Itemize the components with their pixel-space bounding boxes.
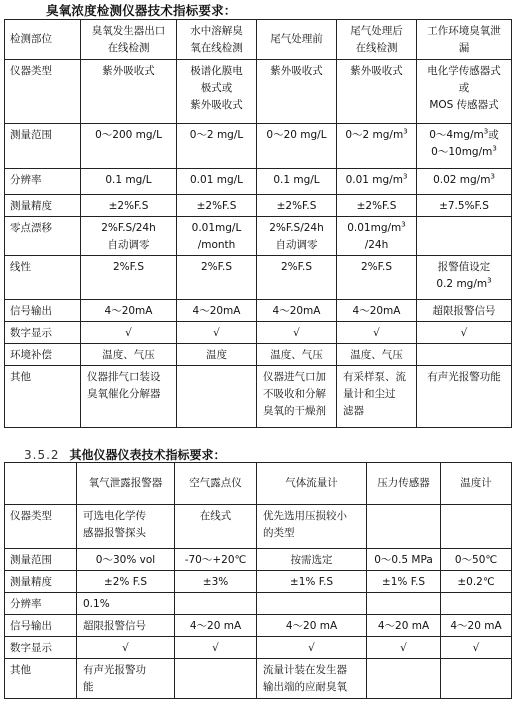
table-cell: 4～20 mA [175,615,257,637]
table-cell: 温度、气压 [337,344,417,366]
table-row [5,300,512,322]
table-cell: 0.02 $mg/m^3$ [417,169,512,195]
table-row [5,322,512,344]
table-cell: 0.01 $mg/m^3$ [337,169,417,195]
table-row [5,549,512,571]
row-label: 测量精度 [5,195,81,217]
table-row [5,571,512,593]
column-header: 检测部位 [5,20,81,60]
row-label: 其他 [5,659,77,699]
header-row [5,20,512,60]
column-header: 空气露点仪 [175,463,257,505]
table-cell: ±7.5%F.S [417,195,512,217]
row-label: 零点漂移 [5,217,81,256]
table-cell: ±2%F.S [337,195,417,217]
table-cell: √ [367,637,441,659]
table-cell: ±3% [175,571,257,593]
table-cell: $0.01mg/m^3$ /24h [337,217,417,256]
column-header: 工作环境臭氧泄 漏 [417,20,512,60]
column-header: 尾气处理前 [257,20,337,60]
section-number: 3.5.2 [24,448,60,462]
column-header: 臭氧发生器出口 在线检测 [81,20,177,60]
table-cell: 在线式 [175,505,257,549]
table-cell: 0～2 $mg/m^3$ [337,124,417,169]
table-cell [367,593,441,615]
table-cell: 2%F.S [81,256,177,300]
table-cell: 温度 [177,344,257,366]
table-cell: √ [177,322,257,344]
row-label: 其他 [5,366,81,428]
table-row [5,615,512,637]
table-cell: 2%F.S [177,256,257,300]
ozone-spec-table [4,19,512,428]
table-cell: 温度、气压 [81,344,177,366]
table-row [5,366,512,428]
table-row [5,60,512,124]
table-cell: 有声光报警功能 [417,366,512,428]
column-header: 氧气泄露报警器 [77,463,175,505]
table-cell: 0～200 mg/L [81,124,177,169]
table-cell: 4～20mA [337,300,417,322]
table-cell: √ [337,322,417,344]
table-cell [441,659,512,699]
table-cell: √ [257,637,367,659]
table-cell [175,593,257,615]
table-cell: √ [257,322,337,344]
table-cell: ±2%F.S [81,195,177,217]
table-cell: 仪器进气口加 不吸收和分解 臭氧的干燥剂 [257,366,337,428]
table-cell: 0.1% [77,593,175,615]
table-cell: ±2% F.S [77,571,175,593]
row-label: 仪器类型 [5,505,77,549]
table-row [5,659,512,699]
column-header: 压力传感器 [367,463,441,505]
column-header: 温度计 [441,463,512,505]
table-cell: 超限报警信号 [77,615,175,637]
table-cell: ±1% F.S [257,571,367,593]
column-header: 水中溶解臭 氧在线检测 [177,20,257,60]
column-header: 尾气处理后 在线检测 [337,20,417,60]
table-cell: 4～20mA [81,300,177,322]
table-cell: ±2%F.S [177,195,257,217]
table-row [5,256,512,300]
table-cell: ±2%F.S [257,195,337,217]
table-cell: 0～0.5 MPa [367,549,441,571]
table-cell: 2%F.S/24h 自动调零 [257,217,337,256]
table-cell: ±1% F.S [367,571,441,593]
table-row [5,505,512,549]
table-cell: 温度、气压 [257,344,337,366]
row-label: 线性 [5,256,81,300]
table-cell: 有采样泵、流 量计和尘过 滤器 [337,366,417,428]
table-cell: 0～30% vol [77,549,175,571]
row-label: 分辨率 [5,169,81,195]
table-cell [367,505,441,549]
row-label: 分辨率 [5,593,77,615]
row-label: 信号输出 [5,615,77,637]
table-cell [441,505,512,549]
table-cell: 4～20 mA [257,615,367,637]
table-cell: ±0.2℃ [441,571,512,593]
section2-title-text: 其他仪器仪表技术指标要求： [69,448,226,462]
table-cell: 4～20 mA [441,615,512,637]
table-cell: 仪器排气口装设 臭氧催化分解器 [81,366,177,428]
table-row [5,637,512,659]
table-cell: 0～2 mg/L [177,124,257,169]
table-cell: -70～+20℃ [175,549,257,571]
row-label: 测量精度 [5,571,77,593]
other-instruments-table [4,462,512,699]
row-label: 仪器类型 [5,60,81,124]
header-row [5,463,512,505]
table-row [5,344,512,366]
table-cell: 报警值设定 0.2 $mg/m^3$ [417,256,512,300]
table-cell: √ [77,637,175,659]
table-cell: 优先选用压损较小 的类型 [257,505,367,549]
table-cell: 4～20 mA [367,615,441,637]
row-label: 测量范围 [5,549,77,571]
table-cell: 紫外吸收式 [337,60,417,124]
table-row [5,593,512,615]
row-label: 数字显示 [5,637,77,659]
table-cell: $0\sim 4mg/m^3$或 $0\sim 10mg/m^3$ [417,124,512,169]
table-row [5,124,512,169]
table-cell: √ [441,637,512,659]
table-cell: √ [81,322,177,344]
table-cell [257,593,367,615]
row-label: 数字显示 [5,322,81,344]
table-cell: 极谱化膜电 极式或 紫外吸收式 [177,60,257,124]
table-cell: 紫外吸收式 [257,60,337,124]
table-cell [417,344,512,366]
table-cell: 有声光报警功 能 [77,659,175,699]
table-cell: 0.1 mg/L [257,169,337,195]
table-cell [417,217,512,256]
table-cell: 4～20mA [257,300,337,322]
table-cell: 0.01mg/L /month [177,217,257,256]
table-cell: 0.01 mg/L [177,169,257,195]
table-cell: √ [417,322,512,344]
column-header [5,463,77,505]
table-cell: 2%F.S/24h 自动调零 [81,217,177,256]
table-cell: 0～20 mg/L [257,124,337,169]
row-label: 测量范围 [5,124,81,169]
table-cell [441,593,512,615]
section2-title [24,446,226,463]
table-cell [175,659,257,699]
table-cell: 2%F.S [337,256,417,300]
row-label: 信号输出 [5,300,81,322]
table-cell [177,366,257,428]
table-cell: 0～50℃ [441,549,512,571]
table-cell: 紫外吸收式 [81,60,177,124]
table-row [5,195,512,217]
table-cell: 0.1 mg/L [81,169,177,195]
column-header: 气体流量计 [257,463,367,505]
table-cell: 流量计装在发生器 输出端的应耐臭氧 [257,659,367,699]
table-cell: √ [175,637,257,659]
row-label: 环境补偿 [5,344,81,366]
section1-title: 臭氧浓度检测仪器技术指标要求： [46,3,237,18]
table-row [5,169,512,195]
table-cell: 电化学传感器式 或 MOS 传感器式 [417,60,512,124]
table-row [5,217,512,256]
table-cell: 超限报警信号 [417,300,512,322]
table-cell: 2%F.S [257,256,337,300]
table-cell: 按需选定 [257,549,367,571]
table-cell: 4～20mA [177,300,257,322]
table-cell [367,659,441,699]
table-cell: 可选电化学传 感器报警探头 [77,505,175,549]
